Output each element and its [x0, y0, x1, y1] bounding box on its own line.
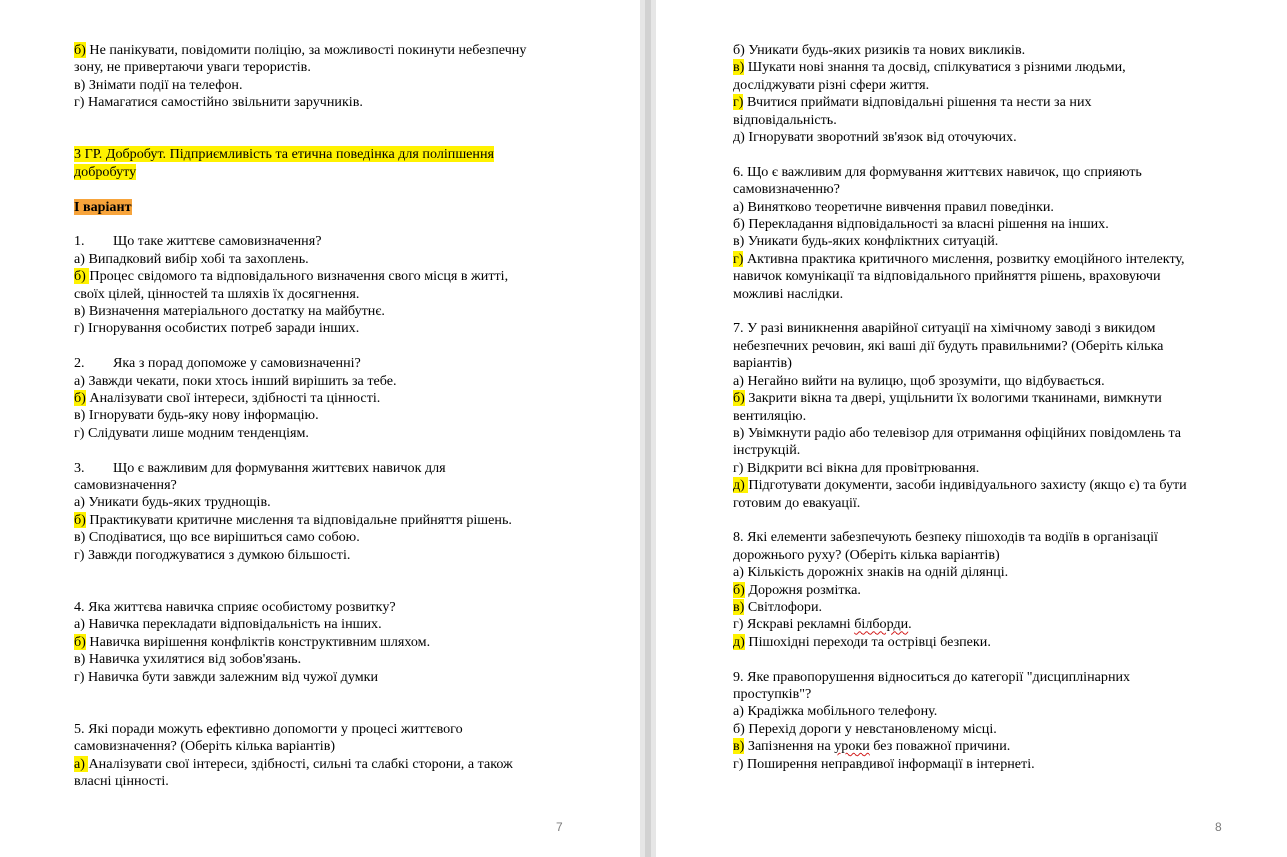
blank-line [74, 442, 564, 459]
line-text: вентиляцію. [733, 407, 807, 424]
question-number: 1. [74, 233, 85, 250]
line-text: самовизначенню? [733, 181, 840, 198]
text-line [733, 616, 1233, 633]
line-text: Дорожня розмітка. [744, 581, 861, 598]
text-line [74, 373, 564, 390]
line-text: 5. Які поради можуть ефективно допомогти у процесі життєвого [74, 720, 463, 737]
text-line [733, 355, 1233, 372]
line-text: 8. Які елементи забезпечують безпеку пішоходів та водіїв в організації [733, 529, 1158, 546]
line-text: г) Поширення неправдивої інформації в інтернеті. [733, 755, 1035, 772]
document-page-7 [0, 0, 640, 857]
line-text-tail: без поважної причини. [869, 738, 1011, 755]
text-line [74, 512, 564, 529]
line-text: г) Навичка бути завжди залежним від чужої думки [74, 668, 379, 685]
line-text: Підготувати документи, засоби індивідуального захисту (якщо є) та бути [748, 477, 1187, 494]
text-line [74, 251, 564, 268]
highlighted-answer-marker: д) [733, 633, 745, 650]
blank-line [74, 129, 564, 146]
text-line [733, 112, 1233, 129]
text-line [74, 669, 564, 686]
text-line [74, 721, 564, 738]
text-line [74, 460, 564, 477]
text-line [74, 425, 564, 442]
line-text: дорожнього руху? (Оберіть кілька варіантів) [733, 546, 1000, 563]
text-line [733, 338, 1233, 355]
line-text: а) Крадіжка мобільного телефону. [733, 703, 938, 720]
text-line [74, 77, 564, 94]
blank-line [733, 303, 1233, 320]
line-text: Вчитися приймати відповідальні рішення та нести за них [743, 94, 1092, 111]
line-text: а) Навичка перекладати відповідальність на інших. [74, 616, 382, 633]
blank-line [74, 564, 564, 581]
text-line [733, 94, 1233, 111]
line-text: г) Яскраві рекламні [733, 616, 855, 633]
line-text: Що таке життєве самовизначення? [113, 233, 322, 250]
line-text: в) Уникати будь-яких конфліктних ситуацій. [733, 233, 999, 250]
text-line [74, 477, 564, 494]
highlighted-answer-marker: б) [74, 268, 90, 285]
line-text: Практикувати критичне мислення та відповідальне прийняття рішень. [85, 511, 512, 528]
text-line [74, 407, 564, 424]
blank-line [74, 338, 564, 355]
text-line [733, 721, 1233, 738]
line-text: в) Ігнорувати будь-яку нову інформацію. [74, 407, 319, 424]
text-line [733, 59, 1233, 76]
line-text: г) Ігнорування особистих потреб заради інших. [74, 320, 360, 337]
line-text: б) Перехід дороги у невстановленому місці. [733, 720, 997, 737]
text-line [733, 373, 1233, 390]
line-text: проступків"? [733, 685, 812, 702]
text-line [74, 94, 564, 111]
line-text: Що є важливим для формування життєвих навичок для [113, 459, 446, 476]
highlighted-answer-marker: б) [733, 581, 745, 598]
line-text: Шукати нові знання та досвід, спілкуватися з різними людьми, [744, 59, 1126, 76]
line-text: г) Відкрити всі вікна для провітрювання. [733, 459, 980, 476]
text-line [74, 494, 564, 511]
highlighted-section-title: 3 ГР. Добробут. Підприємливість та етична поведінка для поліпшення [74, 146, 494, 163]
text-line [74, 529, 564, 546]
line-text-tail: . [908, 616, 912, 633]
highlighted-answer-marker: в) [733, 598, 745, 615]
text-line [733, 669, 1233, 686]
line-text: своїх цілей, цінностей та шляхів їх досягнення. [74, 285, 360, 302]
line-text: навичок комунікації та відповідального прийняття рішень, враховуючи [733, 268, 1161, 285]
text-line [74, 42, 564, 59]
question-number: 3. [74, 459, 85, 476]
text-line [733, 129, 1233, 146]
line-text: інструкцій. [733, 442, 801, 459]
line-text: в) Визначення матеріального достатку на майбутнє. [74, 303, 385, 320]
line-text: зону, не привертаючи уваги терористів. [74, 59, 311, 76]
text-line [74, 320, 564, 337]
line-text: г) Намагатися самостійно звільнити заручників. [74, 94, 363, 111]
line-text: відповідальність. [733, 111, 837, 128]
text-line [74, 146, 564, 163]
line-text: в) Знімати події на телефон. [74, 76, 243, 93]
text-line [733, 216, 1233, 233]
text-line [74, 268, 564, 285]
text-line [733, 703, 1233, 720]
line-text: а) Кількість дорожніх знаків на одній ділянці. [733, 564, 1009, 581]
text-line [733, 582, 1233, 599]
text-line [733, 42, 1233, 59]
text-line [733, 425, 1233, 442]
highlighted-answer-marker: в) [733, 738, 745, 755]
text-line [74, 738, 564, 755]
line-text: Світлофори. [744, 598, 823, 615]
highlighted-answer-marker: б) [733, 390, 745, 407]
highlighted-answer-marker: б) [74, 511, 86, 528]
text-line [733, 495, 1233, 512]
text-line [733, 634, 1233, 651]
text-line [74, 616, 564, 633]
text-line [74, 599, 564, 616]
blank-line [733, 651, 1233, 668]
blank-line [74, 181, 564, 198]
blank-line [74, 112, 564, 129]
line-text: 4. Яка життєва навичка сприяє особистому розвитку? [74, 598, 396, 615]
line-text: Пішохідні переходи та острівці безпеки. [744, 633, 991, 650]
text-line [733, 77, 1233, 94]
text-line [74, 164, 564, 181]
text-line [74, 199, 564, 216]
line-text: 9. Яке правопорушення відноситься до категорії "дисциплінарних [733, 668, 1131, 685]
text-line [74, 773, 564, 790]
text-line [74, 286, 564, 303]
document-page-8 [656, 0, 1287, 857]
variant-heading: І варіант [74, 198, 132, 215]
highlighted-answer-marker: б) [74, 390, 86, 407]
text-line [74, 59, 564, 76]
spellcheck-word: уроки [834, 738, 870, 755]
question-number: 2. [74, 355, 85, 372]
line-text: Навичка вирішення конфліктів конструктивним шляхом. [85, 633, 431, 650]
line-text: самовизначення? (Оберіть кілька варіантів) [74, 738, 336, 755]
line-text: а) Негайно вийти на вулицю, щоб зрозуміти, що відбувається. [733, 372, 1105, 389]
line-text: Яка з порад допоможе у самовизначенні? [113, 355, 361, 372]
line-text: варіантів) [733, 355, 792, 372]
text-line [733, 460, 1233, 477]
text-line [74, 547, 564, 564]
highlighted-answer-marker: б) [74, 633, 86, 650]
line-text: Не панікувати, повідомити поліцію, за можливості покинути небезпечну [85, 42, 527, 58]
text-line [733, 547, 1233, 564]
highlighted-answer-marker: г) [733, 250, 744, 267]
text-line [74, 355, 564, 372]
text-line [733, 564, 1233, 581]
line-text: можливі наслідки. [733, 285, 844, 302]
text-line [733, 320, 1233, 337]
page-number: 7 [556, 820, 563, 834]
highlighted-answer-marker: б) [74, 42, 86, 58]
text-line [733, 738, 1233, 755]
blank-line [74, 216, 564, 233]
text-line [733, 199, 1233, 216]
text-line [733, 529, 1233, 546]
line-text: в) Навичка ухилятися від зобов'язань. [74, 651, 302, 668]
highlighted-section-title: добробуту [74, 163, 137, 180]
text-line [733, 756, 1233, 773]
line-text: а) Завжди чекати, поки хтось інший вирішить за тебе. [74, 372, 397, 389]
line-text: г) Слідувати лише модним тенденціям. [74, 424, 309, 441]
text-line [733, 442, 1233, 459]
line-text: Аналізувати свої інтереси, здібності, сильні та слабкі сторони, а також [88, 755, 513, 772]
line-text: небезпечних речовин, які ваші дії будуть правильними? (Оберіть кілька [733, 337, 1164, 354]
text-line [733, 477, 1233, 494]
text-line [733, 686, 1233, 703]
page-content [733, 42, 1233, 773]
line-text: в) Сподіватися, що все вирішиться само собою. [74, 529, 360, 546]
text-line [733, 251, 1233, 268]
text-line [733, 408, 1233, 425]
text-line [733, 268, 1233, 285]
line-text: а) Випадковий вибір хобі та захоплень. [74, 250, 309, 267]
text-line [74, 233, 564, 250]
line-text: а) Уникати будь-яких труднощів. [74, 494, 271, 511]
line-text: г) Завжди погоджуватися з думкою більшості. [74, 546, 351, 563]
line-text: в) Увімкнути радіо або телевізор для отримання офіційних повідомлень та [733, 424, 1182, 441]
text-line [74, 303, 564, 320]
line-text: 7. У разі виникнення аварійної ситуації на хімічному заводі з викидом [733, 320, 1156, 337]
line-text: 6. Що є важливим для формування життєвих навичок, що сприяють [733, 163, 1142, 180]
highlighted-answer-marker: а) [74, 755, 89, 772]
text-line [733, 599, 1233, 616]
line-text: б) Перекладання відповідальності за власні рішення на інших. [733, 216, 1109, 233]
highlighted-answer-marker: д) [733, 477, 749, 494]
page-divider [645, 0, 651, 857]
text-line [733, 233, 1233, 250]
blank-line [74, 686, 564, 703]
text-line [733, 286, 1233, 303]
text-line [74, 651, 564, 668]
highlighted-answer-marker: в) [733, 59, 745, 76]
line-text: Процес свідомого та відповідального визначення свого місця в житті, [89, 268, 509, 285]
text-line [74, 756, 564, 773]
text-line [74, 390, 564, 407]
line-text: б) Уникати будь-яких ризиків та нових викликів. [733, 42, 1026, 58]
line-text: готовим до евакуації. [733, 494, 861, 511]
blank-line [733, 146, 1233, 163]
text-line [733, 181, 1233, 198]
line-text: Аналізувати свої інтереси, здібності та цінності. [85, 390, 381, 407]
highlighted-answer-marker: г) [733, 94, 744, 111]
text-line [733, 390, 1233, 407]
line-text: власні цінності. [74, 772, 169, 789]
blank-line [733, 512, 1233, 529]
line-text: Закрити вікна та двері, ущільнити їх вологими тканинами, вимкнути [744, 390, 1162, 407]
line-text: Запізнення на [744, 738, 835, 755]
line-text: досліджувати різні сфери життя. [733, 76, 930, 93]
text-line [733, 164, 1233, 181]
line-text: самовизначення? [74, 477, 177, 494]
page-content [74, 42, 564, 790]
spellcheck-word: білборди [854, 616, 909, 633]
page-number: 8 [1215, 820, 1222, 834]
line-text: Активна практика критичного мислення, розвитку емоційного інтелекту, [743, 250, 1185, 267]
line-text: д) Ігнорувати зворотний зв'язок від оточуючих. [733, 129, 1017, 146]
line-text: а) Винятково теоретичне вивчення правил поведінки. [733, 198, 1054, 215]
text-line [74, 634, 564, 651]
blank-line [74, 703, 564, 720]
blank-line [74, 581, 564, 598]
